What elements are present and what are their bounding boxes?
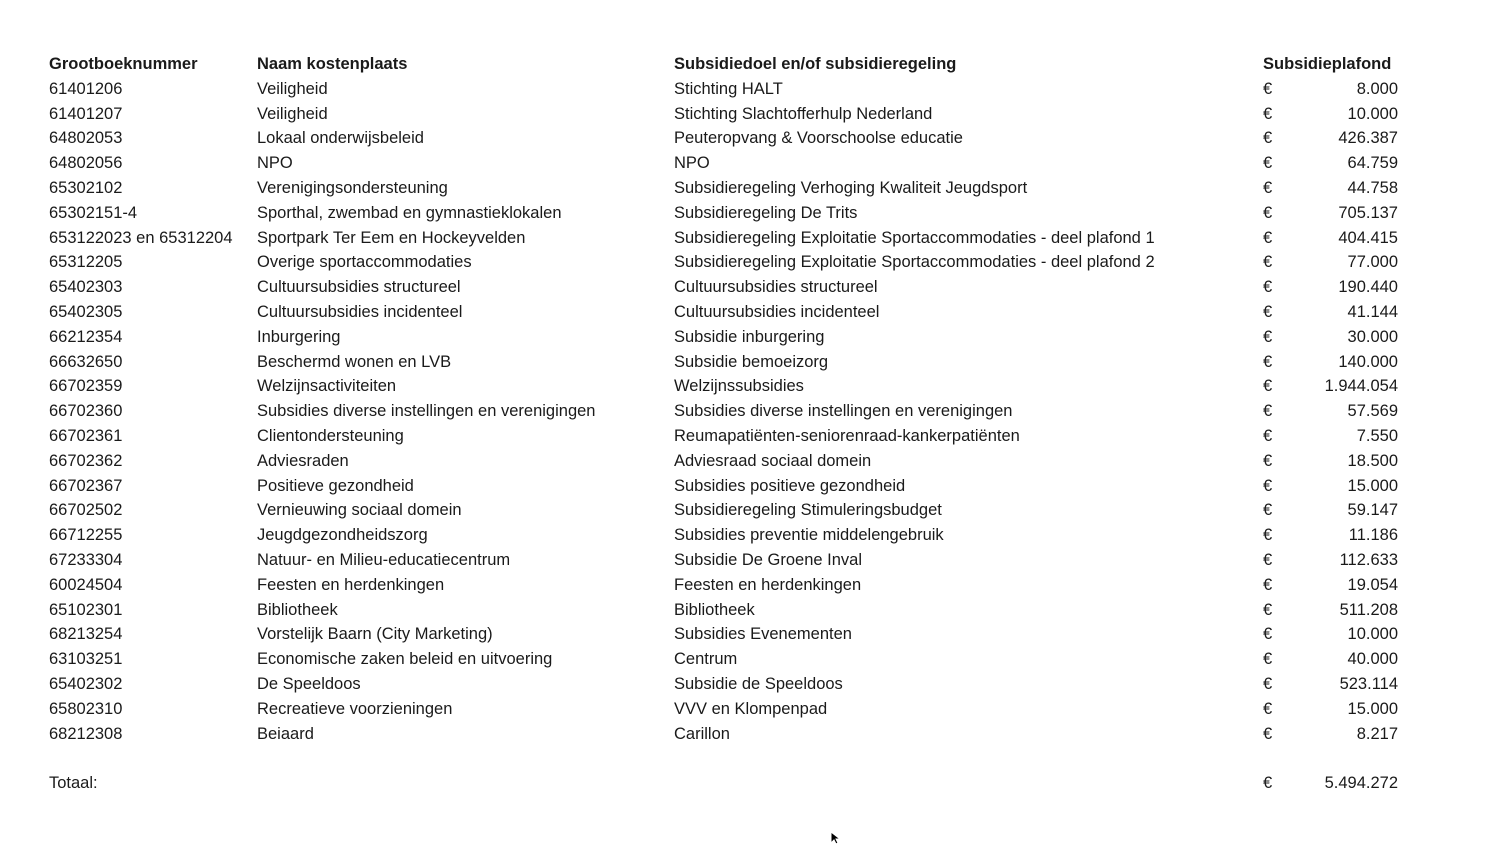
cell-currency-symbol: €: [1263, 526, 1273, 545]
cell-naam-kostenplaats: Recreatieve voorzieningen: [257, 699, 453, 718]
cell-currency-symbol: €: [1263, 228, 1273, 247]
cell-naam-kostenplaats: Veiligheid: [257, 79, 328, 98]
cell-currency-symbol: €: [1263, 154, 1273, 173]
cell-grootboeknummer: 65802310: [49, 699, 123, 718]
cell-subsidieplafond: 77.000: [1347, 253, 1398, 272]
cell-subsidiedoel: Bibliotheek: [674, 600, 755, 619]
cell-subsidiedoel: Subsidies preventie middelengebruik: [674, 526, 944, 545]
cell-subsidieplafond: 15.000: [1347, 699, 1398, 718]
cell-subsidiedoel: Subsidieregeling Verhoging Kwaliteit Jeugdsport: [674, 178, 1028, 197]
cell-grootboeknummer: 67233304: [49, 550, 123, 569]
cell-subsidieplafond: 7.550: [1356, 426, 1398, 445]
cell-currency-symbol: €: [1263, 426, 1273, 445]
cell-subsidieplafond: 10.000: [1347, 625, 1398, 644]
cell-subsidiedoel: Stichting HALT: [674, 79, 783, 98]
cell-grootboeknummer: 66702502: [49, 501, 123, 520]
cell-currency-symbol: €: [1263, 178, 1273, 197]
cell-naam-kostenplaats: Clientondersteuning: [257, 426, 404, 445]
cell-naam-kostenplaats: Positieve gezondheid: [257, 476, 414, 495]
cell-currency-symbol: €: [1263, 253, 1273, 272]
cell-grootboeknummer: 65312205: [49, 253, 123, 272]
cell-grootboeknummer: 64802053: [49, 129, 123, 148]
cell-naam-kostenplaats: Beschermd wonen en LVB: [257, 352, 452, 371]
cell-grootboeknummer: 65402303: [49, 278, 123, 297]
cell-subsidieplafond: 404.415: [1338, 228, 1398, 247]
total-label: Totaal:: [49, 774, 98, 793]
mouse-cursor-icon: [830, 831, 844, 845]
cell-grootboeknummer: 64802056: [49, 154, 123, 173]
cell-subsidieplafond: 15.000: [1347, 476, 1398, 495]
cell-naam-kostenplaats: Economische zaken beleid en uitvoering: [257, 650, 553, 669]
cell-grootboeknummer: 66702360: [49, 402, 123, 421]
cell-subsidieplafond: 57.569: [1347, 402, 1398, 421]
cell-currency-symbol: €: [1263, 625, 1273, 644]
cell-currency-symbol: €: [1263, 402, 1273, 421]
cell-currency-symbol: €: [1263, 451, 1273, 470]
cell-currency-symbol: €: [1263, 501, 1273, 520]
cell-currency-symbol: €: [1263, 203, 1273, 222]
cell-subsidieplafond: 64.759: [1347, 154, 1398, 173]
header-grootboeknummer: Grootboeknummer: [49, 55, 198, 73]
cell-currency-symbol: €: [1263, 79, 1273, 98]
cell-subsidieplafond: 8.000: [1356, 79, 1398, 98]
cell-naam-kostenplaats: Cultuursubsidies structureel: [257, 278, 461, 297]
total-currency-symbol: €: [1263, 774, 1273, 793]
cell-subsidiedoel: Subsidieregeling De Trits: [674, 203, 858, 222]
cell-subsidiedoel: Centrum: [674, 650, 738, 669]
cell-subsidiedoel: Subsidieregeling Stimuleringsbudget: [674, 501, 942, 520]
cell-subsidiedoel: Subsidies positieve gezondheid: [674, 476, 906, 495]
header-subsidieplafond: Subsidieplafond: [1263, 55, 1392, 73]
cell-grootboeknummer: 66632650: [49, 352, 123, 371]
cell-subsidiedoel: Subsidieregeling Exploitatie Sportaccommodaties - deel plafond 2: [674, 253, 1155, 272]
cell-subsidiedoel: Carillon: [674, 724, 730, 743]
cell-currency-symbol: €: [1263, 575, 1273, 594]
cell-subsidiedoel: Welzijnssubsidies: [674, 377, 804, 396]
cell-currency-symbol: €: [1263, 699, 1273, 718]
cell-subsidieplafond: 1.944.054: [1324, 377, 1398, 396]
cell-grootboeknummer: 66702367: [49, 476, 123, 495]
cell-naam-kostenplaats: Jeugdgezondheidszorg: [257, 526, 428, 545]
cell-grootboeknummer: 66702361: [49, 426, 123, 445]
cell-subsidiedoel: Reumapatiënten-seniorenraad-kankerpatiënten: [674, 426, 1020, 445]
cell-naam-kostenplaats: Inburgering: [257, 327, 341, 346]
cell-currency-symbol: €: [1263, 724, 1273, 743]
cell-naam-kostenplaats: Welzijnsactiviteiten: [257, 377, 397, 396]
cell-naam-kostenplaats: Cultuursubsidies incidenteel: [257, 302, 463, 321]
cell-subsidiedoel: VVV en Klompenpad: [674, 699, 828, 718]
cell-grootboeknummer: 66212354: [49, 327, 123, 346]
cell-subsidiedoel: Subsidieregeling Exploitatie Sportaccommodaties - deel plafond 1: [674, 228, 1155, 247]
cell-subsidieplafond: 18.500: [1347, 451, 1398, 470]
cell-currency-symbol: €: [1263, 302, 1273, 321]
header-naam-kostenplaats: Naam kostenplaats: [257, 55, 408, 73]
cell-currency-symbol: €: [1263, 476, 1273, 495]
cell-subsidiedoel: Adviesraad sociaal domein: [674, 451, 872, 470]
cell-currency-symbol: €: [1263, 327, 1273, 346]
cell-naam-kostenplaats: Sportpark Ter Eem en Hockeyvelden: [257, 228, 526, 247]
cell-currency-symbol: €: [1263, 674, 1273, 693]
cell-subsidieplafond: 426.387: [1338, 129, 1398, 148]
total-amount: 5.494.272: [1324, 774, 1398, 793]
cell-currency-symbol: €: [1263, 104, 1273, 123]
cell-naam-kostenplaats: De Speeldoos: [257, 674, 361, 693]
cell-subsidiedoel: Subsidies Evenementen: [674, 625, 852, 644]
cell-naam-kostenplaats: Feesten en herdenkingen: [257, 575, 445, 594]
cell-grootboeknummer: 65402302: [49, 674, 123, 693]
cell-currency-symbol: €: [1263, 550, 1273, 569]
cell-subsidiedoel: Peuteropvang & Voorschoolse educatie: [674, 129, 963, 148]
cell-subsidieplafond: 41.144: [1347, 302, 1398, 321]
cell-naam-kostenplaats: Adviesraden: [257, 451, 349, 470]
cell-subsidiedoel: Subsidie bemoeizorg: [674, 352, 829, 371]
cell-grootboeknummer: 63103251: [49, 650, 123, 669]
cell-grootboeknummer: 66702362: [49, 451, 123, 470]
cell-grootboeknummer: 65402305: [49, 302, 123, 321]
cell-subsidieplafond: 140.000: [1338, 352, 1398, 371]
cell-grootboeknummer: 61401207: [49, 104, 123, 123]
cell-subsidieplafond: 8.217: [1356, 724, 1398, 743]
cell-naam-kostenplaats: Natuur- en Milieu-educatiecentrum: [257, 550, 511, 569]
cell-subsidieplafond: 44.758: [1347, 178, 1398, 197]
cell-subsidieplafond: 705.137: [1338, 203, 1398, 222]
cell-subsidieplafond: 10.000: [1347, 104, 1398, 123]
cell-subsidiedoel: Feesten en herdenkingen: [674, 575, 862, 594]
cell-grootboeknummer: 68213254: [49, 625, 123, 644]
cell-naam-kostenplaats: Vorstelijk Baarn (City Marketing): [257, 625, 493, 644]
cell-currency-symbol: €: [1263, 377, 1273, 396]
cell-grootboeknummer: 61401206: [49, 79, 123, 98]
cell-currency-symbol: €: [1263, 278, 1273, 297]
cell-subsidieplafond: 40.000: [1347, 650, 1398, 669]
cell-subsidiedoel: Subsidie inburgering: [674, 327, 825, 346]
cell-currency-symbol: €: [1263, 650, 1273, 669]
cell-subsidiedoel: Cultuursubsidies structureel: [674, 278, 878, 297]
cell-naam-kostenplaats: Veiligheid: [257, 104, 328, 123]
cell-naam-kostenplaats: Bibliotheek: [257, 600, 338, 619]
cell-grootboeknummer: 653122023 en 65312204: [49, 228, 233, 247]
cell-naam-kostenplaats: NPO: [257, 154, 293, 173]
cell-currency-symbol: €: [1263, 352, 1273, 371]
cell-subsidieplafond: 190.440: [1338, 278, 1398, 297]
cell-subsidiedoel: Cultuursubsidies incidenteel: [674, 302, 880, 321]
cell-naam-kostenplaats: Subsidies diverse instellingen en verenigingen: [257, 402, 596, 421]
cell-naam-kostenplaats: Lokaal onderwijsbeleid: [257, 129, 424, 148]
cell-naam-kostenplaats: Vernieuwing sociaal domein: [257, 501, 462, 520]
cell-subsidiedoel: NPO: [674, 154, 710, 173]
cell-subsidieplafond: 112.633: [1339, 550, 1398, 569]
cell-subsidiedoel: Stichting Slachtofferhulp Nederland: [674, 104, 933, 123]
cell-subsidieplafond: 11.186: [1348, 526, 1398, 545]
cell-grootboeknummer: 60024504: [49, 575, 123, 594]
header-subsidiedoel: Subsidiedoel en/of subsidieregeling: [674, 55, 957, 73]
cell-grootboeknummer: 68212308: [49, 724, 123, 743]
cell-grootboeknummer: 65302151-4: [49, 203, 138, 222]
cell-grootboeknummer: 66702359: [49, 377, 123, 396]
cell-subsidiedoel: Subsidie de Speeldoos: [674, 674, 843, 693]
cell-subsidiedoel: Subsidies diverse instellingen en verenigingen: [674, 402, 1013, 421]
cell-naam-kostenplaats: Sporthal, zwembad en gymnastieklokalen: [257, 203, 562, 222]
cell-currency-symbol: €: [1263, 129, 1273, 148]
cell-subsidieplafond: 511.208: [1339, 600, 1398, 619]
cell-naam-kostenplaats: Overige sportaccommodaties: [257, 253, 472, 272]
cell-grootboeknummer: 65102301: [49, 600, 123, 619]
cell-subsidiedoel: Subsidie De Groene Inval: [674, 550, 863, 569]
cell-grootboeknummer: 65302102: [49, 178, 123, 197]
cell-subsidieplafond: 59.147: [1347, 501, 1398, 520]
cell-naam-kostenplaats: Verenigingsondersteuning: [257, 178, 448, 197]
cell-subsidieplafond: 523.114: [1339, 674, 1398, 693]
cell-currency-symbol: €: [1263, 600, 1273, 619]
cell-subsidieplafond: 19.054: [1347, 575, 1398, 594]
cell-grootboeknummer: 66712255: [49, 526, 123, 545]
cell-subsidieplafond: 30.000: [1347, 327, 1398, 346]
cell-naam-kostenplaats: Beiaard: [257, 724, 314, 743]
